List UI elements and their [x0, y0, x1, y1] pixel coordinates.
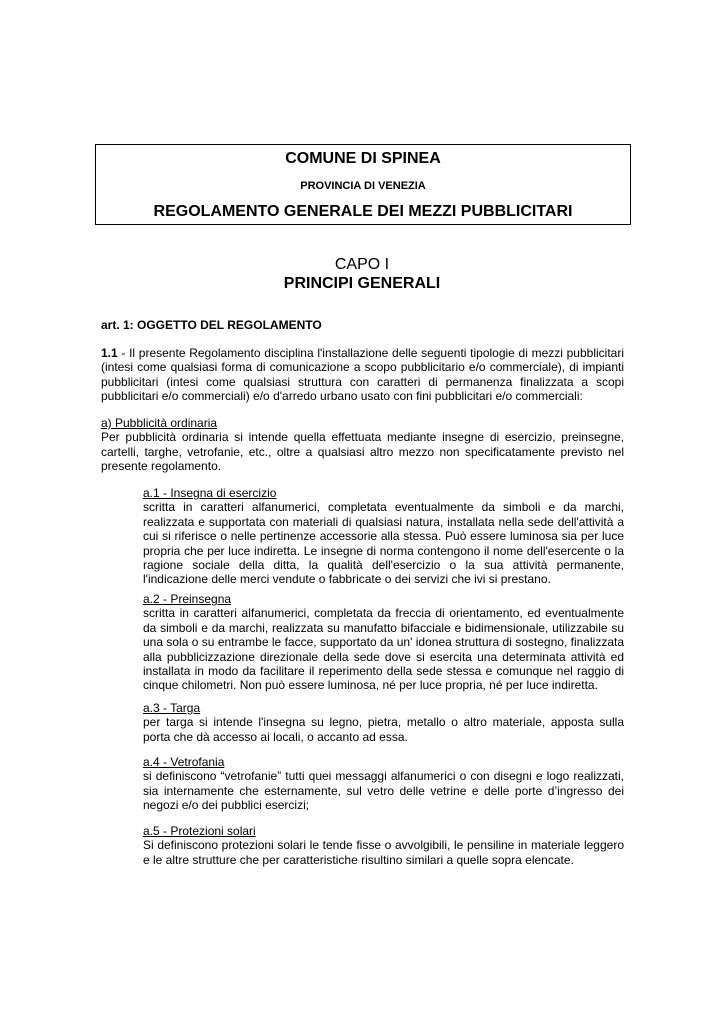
subsection-a5	[143, 824, 624, 867]
municipality-title: COMUNE DI SPINEA	[285, 150, 441, 167]
subsection-a2	[143, 592, 624, 693]
subsection-title: a.1 - Insegna di esercizio	[143, 486, 277, 500]
article-heading: art. 1: OGGETTO DEL REGOLAMENTO	[101, 318, 322, 332]
header-box	[95, 144, 631, 225]
paragraph-number: 1.1	[101, 346, 118, 360]
paragraph-text: - Il presente Regolamento disciplina l'installazione delle seguenti tipologie di mezzi pubblicitari (intesi come qualsiasi forma di comunicazione a scopo pubblicitario e/o commerciale), di impianti pubblicitari (intesi come qualsiasi struttura con caratteri di permanenza finalizzata a scopi pubblicitari e/o commerciali) e/o d'arredo urbano usato con fini pubblicitari e/o commerciali:	[101, 346, 624, 404]
section-a-text: Per pubblicità ordinaria si intende quella effettuata mediante insegne di esercizio, preinsegne, cartelli, targhe, vetrofanie, etc., oltre a qualsiasi altro mezzo non specificatamente previsto nel presente regolamento.	[101, 430, 624, 474]
regulation-title: REGOLAMENTO GENERALE DEI MEZZI PUBBLICITARI	[153, 203, 573, 220]
subsection-text: scritta in caratteri alfanumerici, completata da freccia di orientamento, ed eventualmente da simboli e da marchi, realizzata su manufatto bifacciale e bidimensionale, utilizzabile su una sola o su entrambe le facce, supportato da un' idonea struttura di sostegno, finalizzata alla pubblicizzazione direzionale della sede dove si esercita una determinata attività ed installata in modo da facilitare il reperimento della sede stessa e comunque nel raggio di cinque chilometri. Non può essere luminosa, né per luce propria, né per luce indiretta.	[143, 606, 624, 693]
subsection-a3	[143, 701, 624, 744]
chapter-number: CAPO I	[334, 256, 390, 273]
article-paragraph	[101, 346, 624, 404]
subsection-a4	[143, 755, 624, 813]
subsection-title: a.2 - Preinsegna	[143, 592, 232, 606]
section-a	[101, 416, 624, 474]
subsection-title: a.3 - Targa	[143, 701, 201, 715]
subsection-text: scritta in caratteri alfanumerici, completata eventualmente da simboli e da marchi, realizzata e supportata con materiali di qualsiasi natura, installata nella sede dell'attività a cui si riferisce o nelle pertinenze accessorie alla stessa. Può essere luminosa sia per luce propria che per luce indiretta. Le insegne di norma contengono il nome dell'esercente o la ragione sociale della ditta, la qualità dell'esercizio o la sua attività permanente, l'indicazione delle merci vendute o fabbricate o dei servizi che ivi si prestano.	[143, 500, 624, 587]
subsection-title: a.5 - Protezioni solari	[143, 824, 256, 838]
subsection-a1	[143, 486, 624, 587]
chapter-title: PRINCIPI GENERALI	[283, 275, 441, 292]
subsection-text: per targa si intende l'insegna su legno, pietra, metallo o altro materiale, apposta sulla porta che dà accesso ai locali, o accanto ad essa.	[143, 715, 624, 744]
subsection-text: Si definiscono protezioni solari le tende fisse o avvolgibili, le pensiline in materiale leggero e le altre strutture che per caratteristiche risultino similari a quelle sopra elencate.	[143, 838, 624, 867]
subsection-text: si definiscono “vetrofanie” tutti quei messaggi alfanumerici o con disegni e logo realizzati, sia internamente che esternamente, sul vetro delle vetrine e delle porte d’ingresso dei negozi e/o dei pubblici esercizi;	[143, 769, 624, 813]
province-subtitle: PROVINCIA DI VENEZIA	[300, 180, 426, 192]
chapter-heading	[0, 255, 724, 293]
section-a-title: a) Pubblicità ordinaria	[101, 416, 218, 430]
subsection-title: a.4 - Vetrofania	[143, 755, 225, 769]
